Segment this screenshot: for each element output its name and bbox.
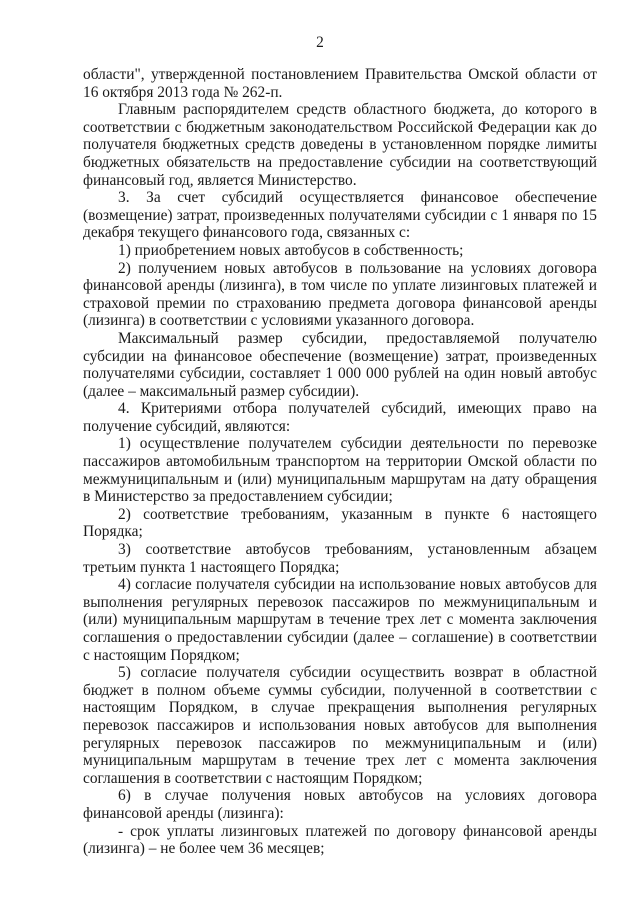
list-item: 3) соответствие автобусов требованиям, установленным абзацем третьим пункта 1 настоящего Порядка; xyxy=(83,541,597,576)
list-item: 1) осуществление получателем субсидии деятельности по перевозке пассажиров автомобильным транспортом на территории Омской области по межмуниципальным и (или) муниципальным маршрутам на дату обращения в Министерство за предоставлением субсидии; xyxy=(83,435,597,506)
list-item: 2) соответствие требованиям, указанным в пункте 6 настоящего Порядка; xyxy=(83,505,597,541)
list-item: 5) согласие получателя субсидии осуществить возврат в областной бюджет в полном объеме суммы субсидии, полученной в соответствии с настоящим Порядком, в случае прекращения выполнения регулярных перевозок пассажиров и использования новых автобусов для выполнения регулярных перевозок пассажиров по межмуниципальным и (или) муниципальным маршрутам в течение трех лет с момента заключения соглашения в соответствии с настоящим Порядком; xyxy=(83,664,597,787)
list-item: 1) приобретением новых автобусов в собственность; xyxy=(118,241,464,259)
paragraph: Главным распорядителем средств областного бюджета, до которого в соответствии с бюджетным законодательством Российской Федерации как до получателя бюджетных средств доведены в установленном порядке лимиты бюджетных обязательств на предоставление субсидии на соответствующий финансовый год, является Министерство. xyxy=(83,101,597,189)
dash-list-item: - срок уплаты лизинговых платежей по договору финансовой аренды (лизинга) – не более чем 36 месяцев; xyxy=(83,822,597,858)
paragraph: 4. Критериями отбора получателей субсидий, имеющих право на получение субсидий, являются: xyxy=(83,400,597,435)
paragraph: 3. За счет субсидий осуществляется финансовое обеспечение (возмещение) затрат, произведенных получателями субсидии с 1 января по 15 декабря текущего финансового года, связанных с: xyxy=(83,189,597,242)
paragraph: области", утвержденной постановлением Правительства Омской области от 16 октября 2013 года № 262-п. xyxy=(83,66,597,101)
paragraph: Максимальный размер субсидии, предоставляемой получателю субсидии на финансовое обеспечение (возмещение) затрат, произведенных получателями субсидии, составляет 1 000 000 рублей на один новый автобус (далее – максимальный размер субсидии). xyxy=(83,329,597,400)
list-item: 6) в случае получения новых автобусов на условиях договора финансовой аренды (лизинга): xyxy=(83,787,597,822)
page-number: 2 xyxy=(316,34,324,51)
list-item: 2) получением новых автобусов в пользование на условиях договора финансовой аренды (лизинга), в том числе по уплате лизинговых платежей и страховой премии по страхованию предмета договора финансовой аренды (лизинга) в соответствии с условиями указанного договора. xyxy=(83,259,597,330)
list-item: 4) согласие получателя субсидии на использование новых автобусов для выполнения регулярных перевозок пассажиров по межмуниципальным и (или) муниципальным маршрутам в течение трех лет с момента заключения соглашения о предоставлении субсидии (далее – соглашение) в соответствии с настоящим Порядком; xyxy=(83,576,597,664)
document-body xyxy=(83,66,597,858)
